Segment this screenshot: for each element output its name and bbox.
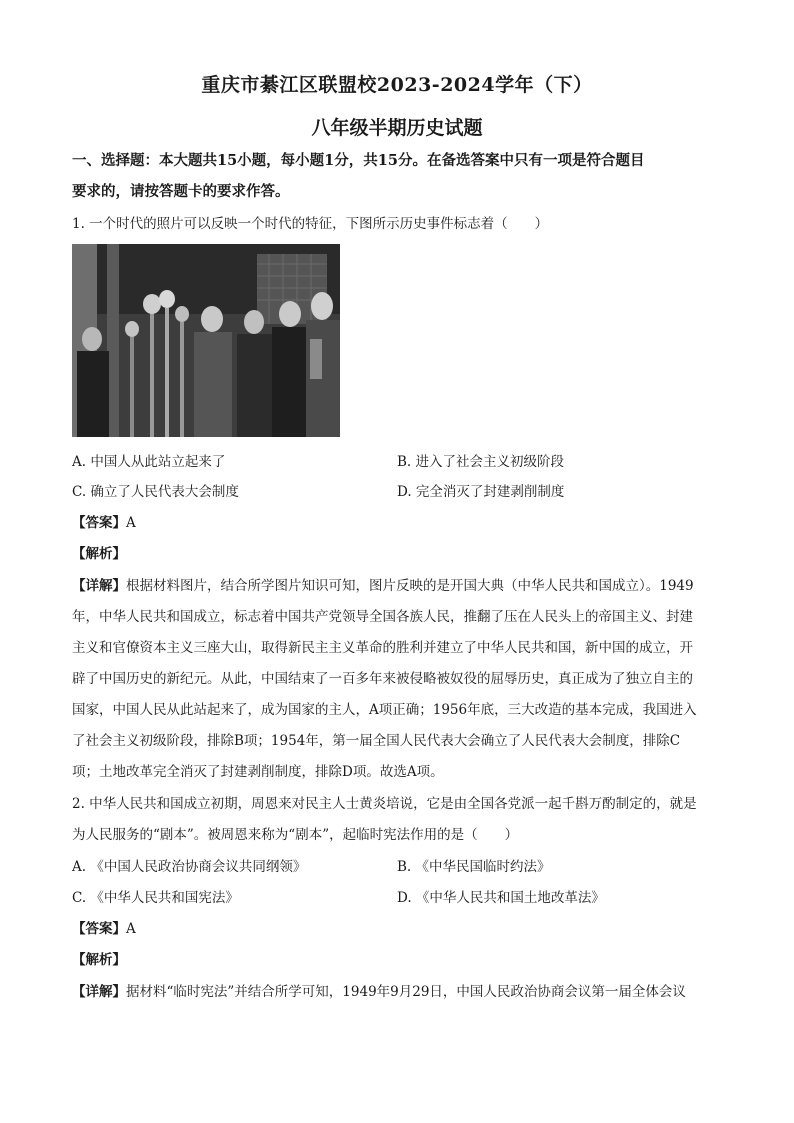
exam-subtitle: 八年级半期历史试题	[311, 117, 483, 139]
q1-answer-value: A	[126, 515, 136, 531]
q1-detail-line-3: 主义和官僚资本主义三座大山，取得新民主主义革命的胜利并建立了中华人民共和国，新中国的成立，开	[72, 640, 693, 656]
q1-option-c: C. 确立了人民代表大会制度	[72, 484, 239, 500]
q1-option-d: D. 完全消灭了封建剥削制度	[397, 484, 565, 500]
q2-option-d: D. 《中华人民共和国土地改革法》	[397, 890, 605, 906]
q1-detail-line-2: 年，中华人民共和国成立，标志着中国共产党领导全国各族人民，推翻了压在人民头上的帝国主义、封建	[72, 609, 693, 625]
q1-answer-label: 【答案】	[72, 515, 126, 531]
q2-answer-value: A	[126, 921, 136, 937]
q2-analysis-label: 【解析】	[72, 952, 126, 968]
q1-detail-line-6: 了社会主义初级阶段，排除B项；1954年，第一届全国人民代表大会确立了人民代表大会制度，排除C	[72, 733, 681, 749]
q2-option-b: B. 《中华民国临时约法》	[397, 859, 551, 875]
section-heading-line1: 一、选择题：本大题共15小题，每小题1分，共15分。在备选答案中只有一项是符合题目	[72, 152, 645, 169]
q2-option-c: C. 《中华人民共和国宪法》	[72, 890, 239, 906]
q1-detail-line-1: 【详解】根据材料图片，结合所学图片知识可知，图片反映的是开国大典（中华人民共和国成立）。1949	[72, 578, 694, 594]
question-2-stem-line-1: 2. 中华人民共和国成立初期，周恩来对民主人士黄炎培说，它是由全国各党派一起千斟万酌制定的，就是	[72, 796, 697, 812]
q1-detail-line-7: 项；土地改革完全消灭了封建剥削制度，排除D项。故选A项。	[72, 764, 444, 780]
q2-answer	[72, 919, 136, 939]
q2-detail-line-1: 【详解】据材料“临时宪法”并结合所学可知，1949年9月29日，中国人民政治协商会议第一届全体会议	[72, 984, 686, 1000]
founding-ceremony-photo	[72, 244, 340, 437]
q2-option-a: A. 《中国人民政治协商会议共同纲领》	[72, 859, 307, 875]
question-2-stem-line-2: 为人民服务的“剧本”。被周恩来称为“剧本”，起临时宪法作用的是（ ）	[72, 827, 519, 843]
q2-answer-label: 【答案】	[72, 921, 126, 937]
exam-title: 重庆市綦江区联盟校2023-2024学年（下）	[201, 74, 593, 96]
question-1-stem: 1. 一个时代的照片可以反映一个时代的特征，下图所示历史事件标志着（ ）	[72, 216, 549, 232]
q1-detail-line-4: 辟了中国历史的新纪元。从此，中国结束了一百多年来被侵略被奴役的屈辱历史，真正成为了独立自主的	[72, 671, 693, 687]
q1-answer	[72, 513, 136, 533]
section-heading-line2: 要求的，请按答题卡的要求作答。	[72, 183, 290, 200]
q1-analysis-label: 【解析】	[72, 546, 126, 562]
q1-option-a: A. 中国人从此站立起来了	[72, 454, 226, 470]
q1-option-b: B. 进入了社会主义初级阶段	[397, 454, 565, 470]
q1-detail-line-5: 国家，中国人民从此站起来了，成为国家的主人，A项正确；1956年底，三大改造的基本完成，我国进入	[72, 702, 697, 718]
